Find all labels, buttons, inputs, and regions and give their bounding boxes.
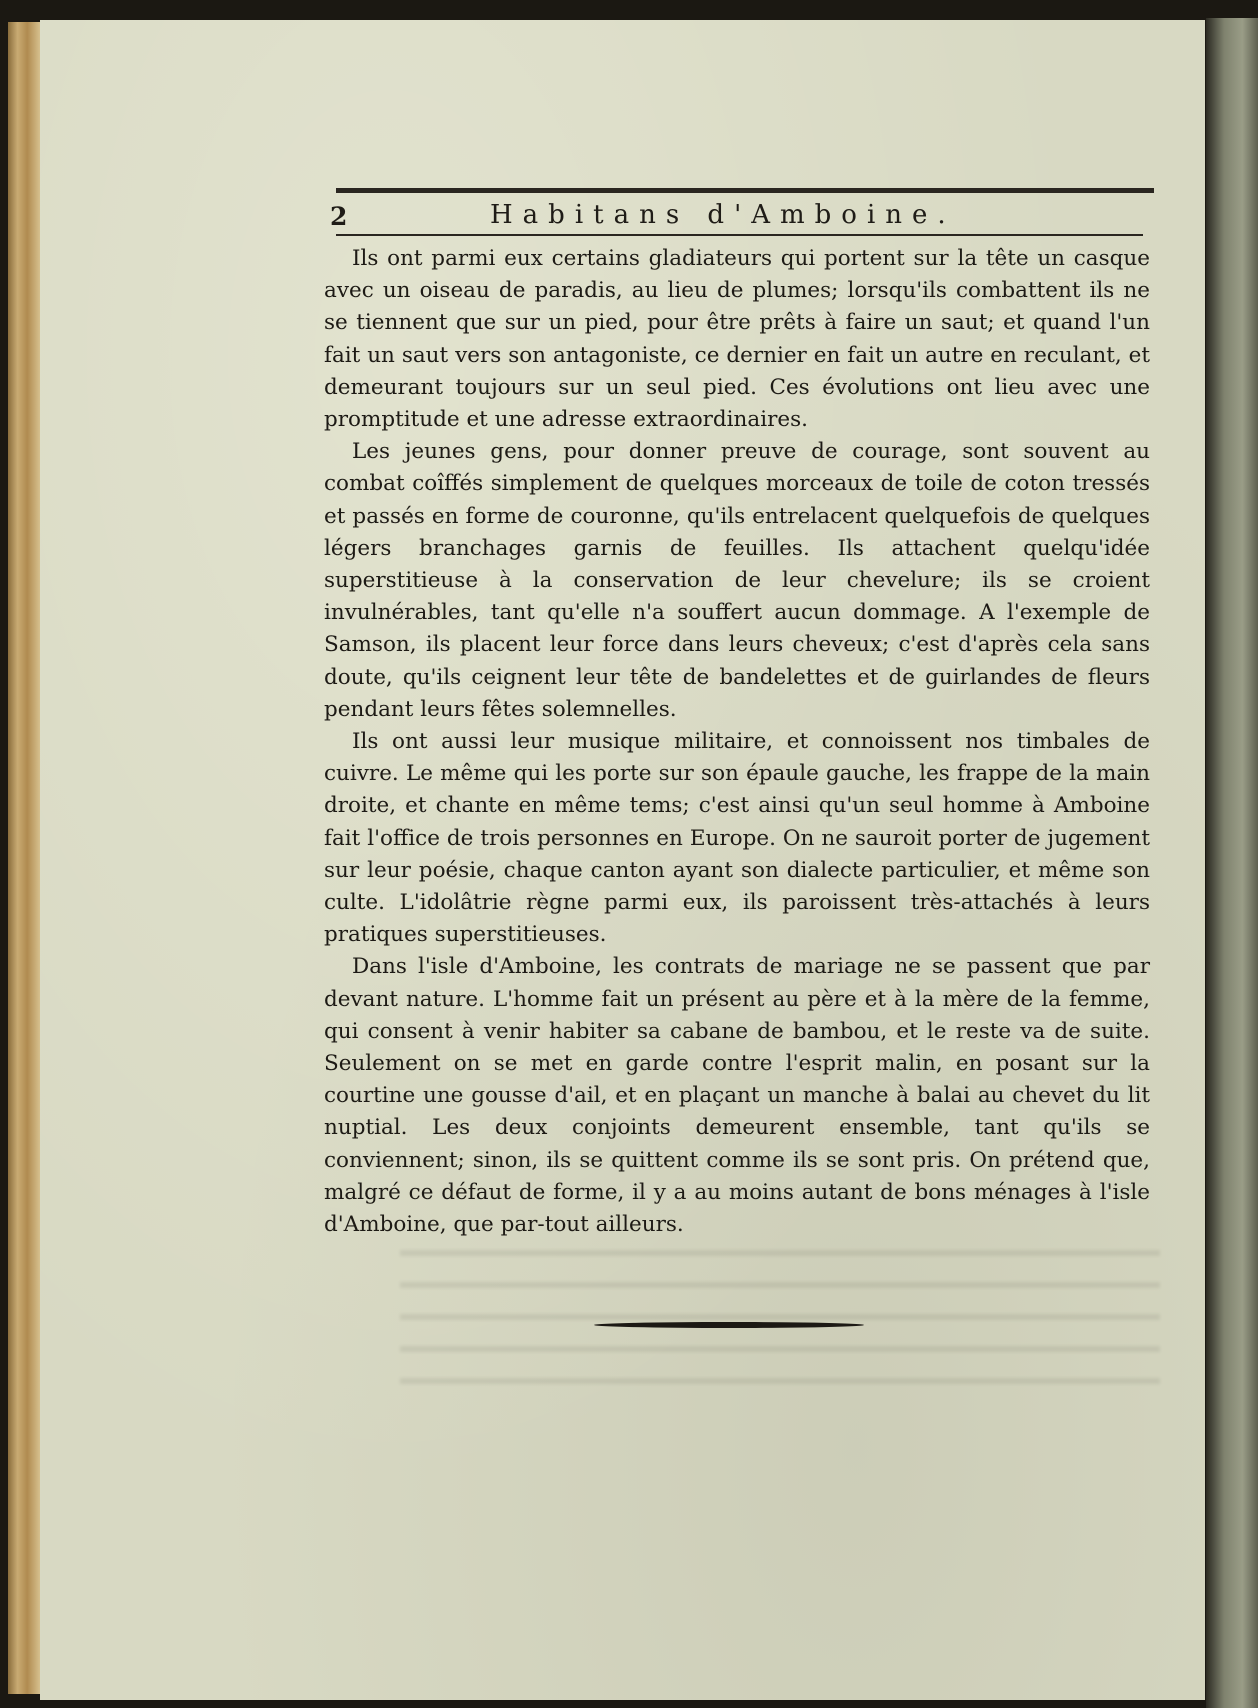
paragraph: Ils ont aussi leur musique militaire, et connoissent nos timbales de cuivre. Le même qui les porte sur son épaule gauche, les frappe de la main droite, et chante en même tems; c'est ainsi qu'un seul homme à Amboine fait l'office de trois personnes en Europe. On ne sauroit porter de jugement sur leur poésie, chaque canton ayant son dialecte particulier, et même son culte. L'idolâtrie règne parmi eux, ils paroissent très-attachés à leurs pratiques superstitieuses. [324, 729, 1150, 948]
body-text [324, 243, 1150, 1241]
page-edge-left [8, 22, 40, 1694]
running-head: Habitans d'Amboine. [490, 200, 956, 230]
page-header [330, 198, 1156, 234]
paragraph: Ils ont parmi eux certains gladiateurs qui portent sur la tête un casque avec un oiseau de paradis, au lieu de plumes; lorsqu'ils combattent ils ne se tiennent que sur un pied, pour être prêts à faire un saut; et quand l'un fait un saut vers son antagoniste, ce dernier en fait un autre en reculant, et demeurant toujours sur un seul pied. Ces évolutions ont lieu avec une promptitude et une adresse extraordinaires. [324, 246, 1150, 433]
end-ornament-rule [594, 1322, 864, 1328]
page-number: 2 [330, 202, 348, 231]
paragraph: Les jeunes gens, pour donner preuve de courage, sont souvent au combat coîffés simplement de quelques morceaux de toile de coton tressés et passés en forme de couronne, qu'ils entrelacent quelquefois de quelques légers branchages garnis de feuilles. Ils attachent quelqu'idée superstitieuse à la conservation de leur chevelure; ils se croient invulnérables, tant qu'elle n'a souffert aucun dommage. A l'exemple de Samson, ils placent leur force dans leurs cheveux; c'est d'après cela sans doute, qu'ils ceignent leur tête de bandelettes et de guirlandes de fleurs pendant leurs fêtes solemnelles. [324, 439, 1150, 722]
bleed-through [400, 1250, 1160, 1410]
header-rule-bottom [336, 234, 1143, 236]
paragraph: Dans l'isle d'Amboine, les contrats de mariage ne se passent que par devant nature. L'homme fait un présent au père et à la mère de la femme, qui consent à venir habiter sa cabane de bambou, et le reste va de suite. Seulement on se met en garde contre l'esprit malin, en posant sur la courtine une gousse d'ail, et en plaçant un manche à balai au chevet du lit nuptial. Les deux conjoints demeurent ensemble, tant qu'ils se conviennent; sinon, ils se quittent comme ils se sont pris. On prétend que, malgré ce défaut de forme, il y a au moins autant de bons ménages à l'isle d'Amboine, que par-tout ailleurs. [324, 954, 1150, 1238]
header-rule-top [336, 188, 1154, 193]
facing-page-edge [1206, 18, 1258, 1708]
